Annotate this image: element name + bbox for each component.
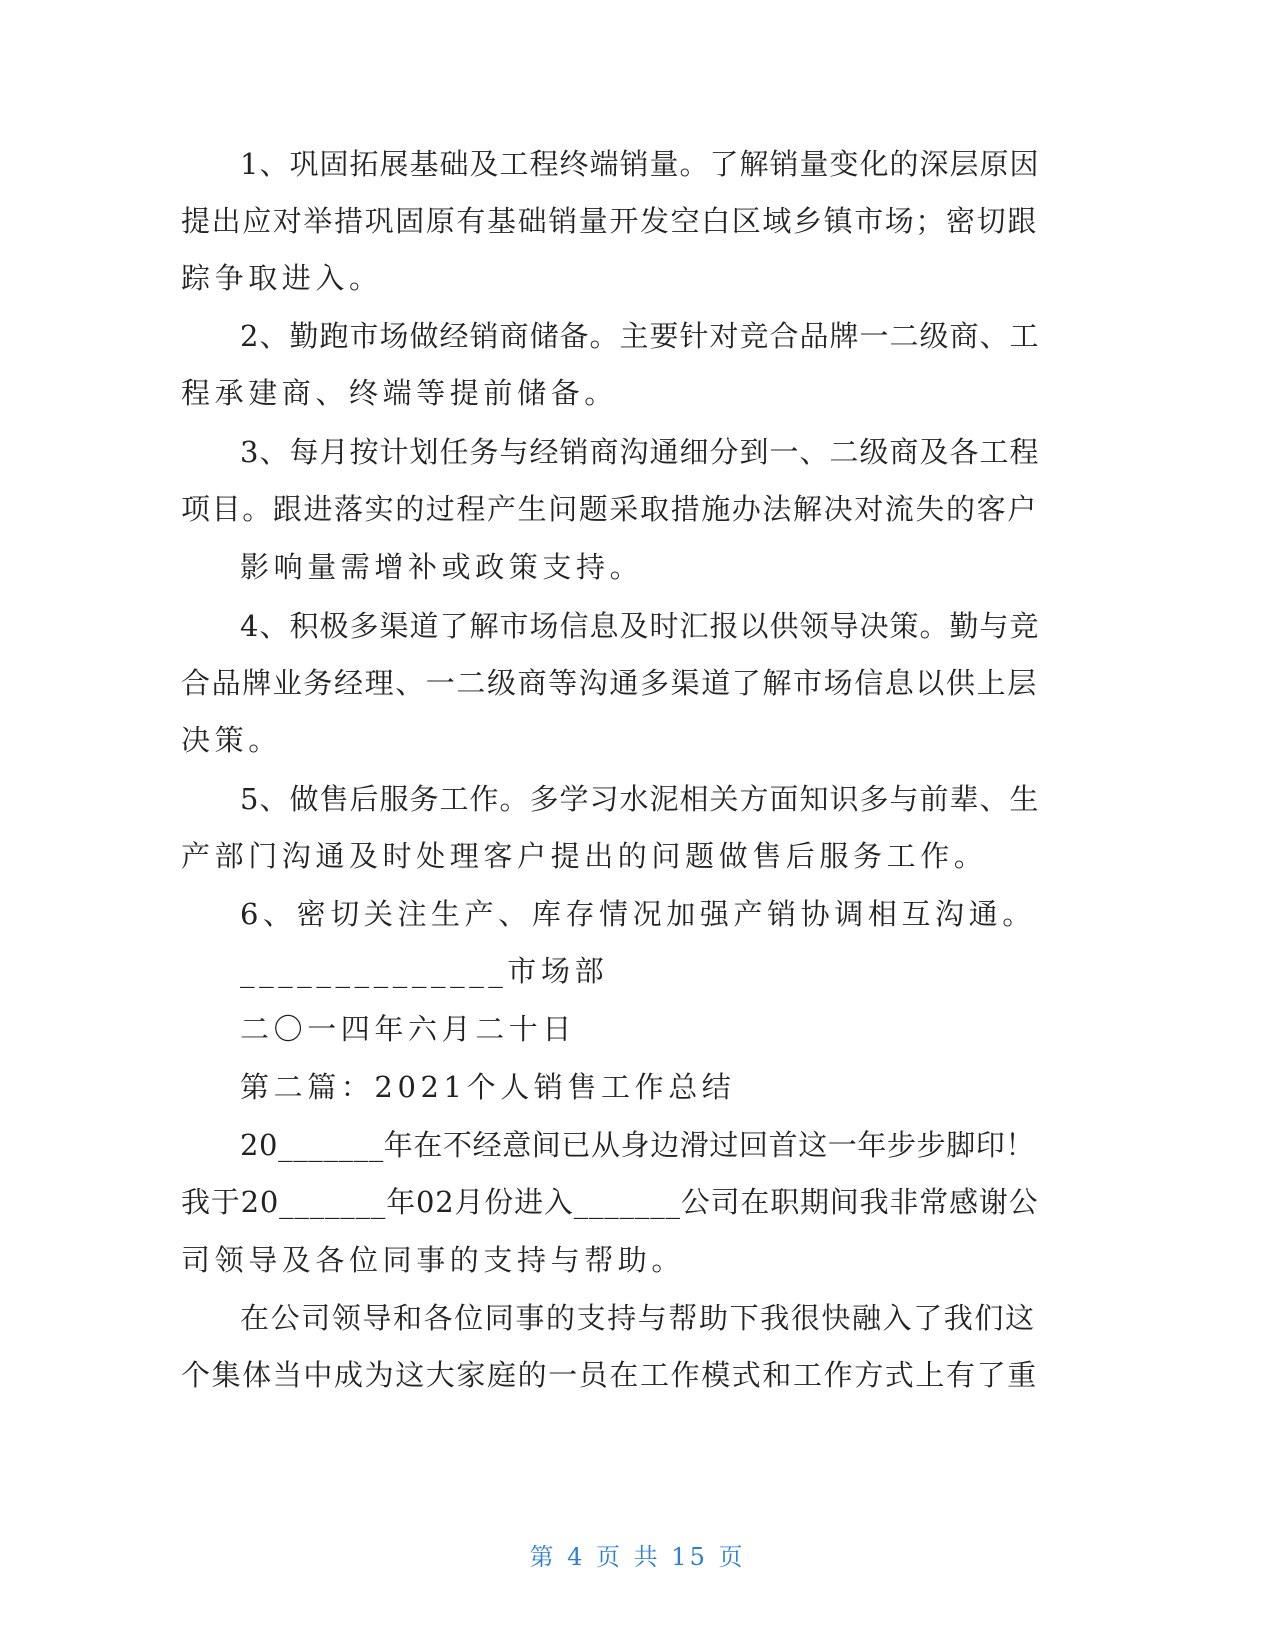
text-line: 5、做售后服务工作。多学习水泥相关方面知识多与前辈、生 <box>240 782 1040 816</box>
text-line: 程承建商、终端等提前储备。 <box>181 376 618 410</box>
text-line: 司领导及各位同事的支持与帮助。 <box>181 1243 686 1277</box>
page-footer: 第 4 页 共 15 页 <box>529 1543 746 1571</box>
text-line: 踪争取进入。 <box>181 261 383 295</box>
text-line: 20_______年在不经意间已从身边滑过回首这一年步步脚印！ <box>240 1128 1036 1162</box>
text-line: 6、密切关注生产、库存情况加强产销协调相互沟通。 <box>240 897 1036 931</box>
text-line: 2、勤跑市场做经销商储备。主要针对竞合品牌一二级商、工 <box>240 319 1040 353</box>
text-line: 我于20_______年02月份进入_______公司在职期间我非常感谢公 <box>181 1185 1039 1219</box>
date-line: 二〇一四年六月二十日 <box>240 1012 577 1046</box>
text-line: 产部门沟通及时处理客户提出的问题做售后服务工作。 <box>181 839 988 873</box>
signature-line: ______________市场部 <box>240 954 609 988</box>
text-line: 项目。跟进落实的过程产生问题采取措施办法解决对流失的客户 <box>181 492 1038 526</box>
text-line: 1、巩固拓展基础及工程终端销量。了解销量变化的深层原因 <box>240 147 1040 181</box>
text-line: 3、每月按计划任务与经销商沟通细分到一、二级商及各工程 <box>240 435 1040 469</box>
text-line: 个集体当中成为这大家庭的一员在工作模式和工作方式上有了重 <box>181 1358 1038 1392</box>
text-line: 影响量需增补或政策支持。 <box>240 550 644 584</box>
text-line: 提出应对举措巩固原有基础销量开发空白区域乡镇市场；密切跟 <box>181 204 1038 238</box>
text-line: 合品牌业务经理、一二级商等沟通多渠道了解市场信息以供上层 <box>181 666 1038 700</box>
text-line: 决策。 <box>181 723 282 757</box>
text-line: 4、积极多渠道了解市场信息及时汇报以供领导决策。勤与竞 <box>240 609 1040 643</box>
section-heading: 第二篇：2021个人销售工作总结 <box>240 1070 736 1104</box>
text-line: 在公司领导和各位同事的支持与帮助下我很快融入了我们这 <box>240 1301 1036 1335</box>
